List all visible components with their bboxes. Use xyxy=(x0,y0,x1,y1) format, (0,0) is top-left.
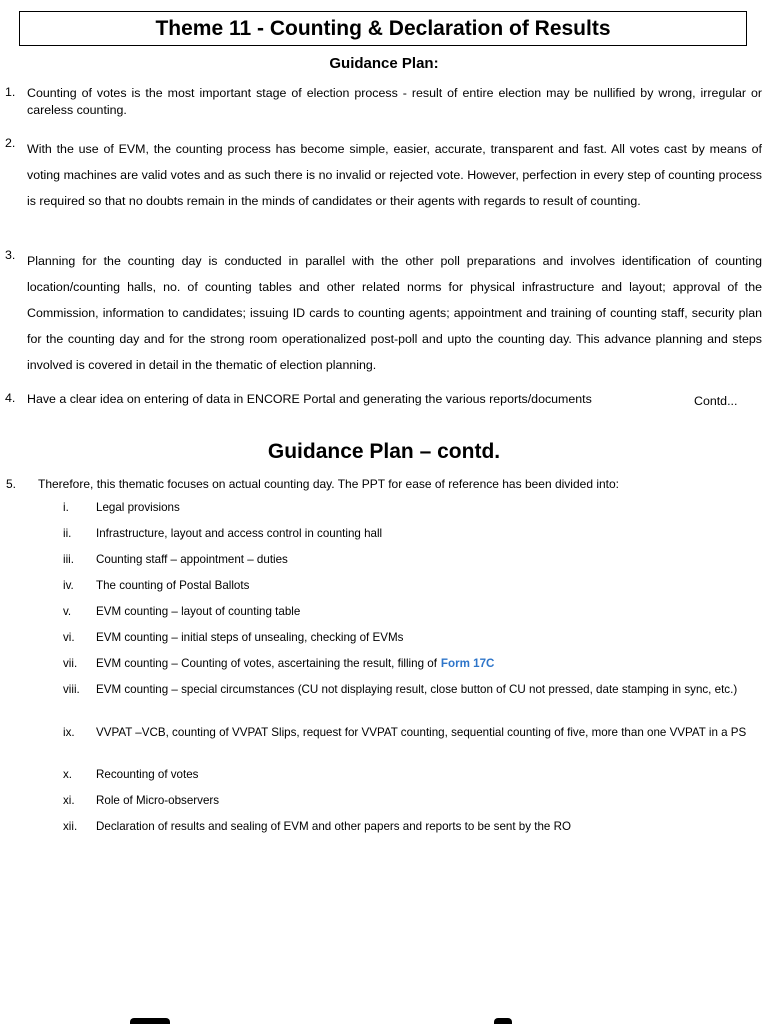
sub-list-text: Counting staff – appointment – duties xyxy=(96,553,288,566)
sub-list-text xyxy=(96,656,762,672)
guidance-plan-heading: Guidance Plan: xyxy=(329,55,439,72)
sub-list-item xyxy=(0,656,768,672)
form-17c-link[interactable]: Form 17C xyxy=(440,657,495,670)
sub-list-text: Infrastructure, layout and access control in counting hall xyxy=(96,527,383,540)
sub-list-numeral: v. xyxy=(63,605,72,618)
page-title: Theme 11 - Counting & Declaration of Results xyxy=(19,11,747,46)
sub-list-text: The counting of Postal Ballots xyxy=(96,579,250,592)
list-item-number: 1. xyxy=(5,85,16,99)
list-item-number: 5. xyxy=(6,477,17,491)
glyph-fragment xyxy=(494,1018,512,1024)
sub-list-numeral: ix. xyxy=(63,726,75,739)
sub-list-text: Role of Micro-observers xyxy=(96,794,220,807)
list-item-text: Have a clear idea on entering of data in ENCORE Portal and generating the various reports/documents xyxy=(27,392,592,406)
list-item xyxy=(0,136,762,214)
continued-note: Contd... xyxy=(694,394,738,408)
sub-list-text: EVM counting – initial steps of unsealing, checking of EVMs xyxy=(96,631,404,644)
sub-list-text: Legal provisions xyxy=(96,501,180,514)
sub-list-text: Declaration of results and sealing of EVM and other papers and reports to be sent by the RO xyxy=(96,820,571,833)
sub-list-numeral: i. xyxy=(63,501,69,514)
sub-list-item xyxy=(0,767,768,783)
sub-list-numeral: vii. xyxy=(63,657,78,670)
list-item-number: 4. xyxy=(5,391,16,405)
list-item-number: 3. xyxy=(5,248,16,262)
guidance-plan-contd-heading: Guidance Plan – contd. xyxy=(267,440,501,463)
list-item xyxy=(0,391,762,408)
sub-list-item xyxy=(0,578,768,594)
sub-list-text: EVM counting – layout of counting table xyxy=(96,605,301,618)
list-item-text: Planning for the counting day is conducted in parallel with the other poll preparations and involves identification of counting location/counting halls, no. of counting tables and other related norms for physical infrastructure and layout; approval of the Commission, information to candidates; issuing ID cards to counting agents; appointment and training of counting staff, security plan for the counting day and for the strong room operationalized post-poll and upto the counting day. This advance planning and steps involved is covered in detail in the thematic of election planning. xyxy=(27,254,762,372)
next-page-heading-fragment xyxy=(0,1014,768,1024)
sub-list-text: VVPAT –VCB, counting of VVPAT Slips, request for VVPAT counting, sequential counting of five, more than one VVPAT in a PS xyxy=(96,726,747,739)
sub-list-numeral: x. xyxy=(63,768,73,781)
sub-list-item xyxy=(0,526,768,542)
sub-list-text-body: EVM counting – Counting of votes, ascertaining the result, filling of xyxy=(96,657,437,670)
sub-list-numeral: xi. xyxy=(63,794,75,807)
list-item-number: 2. xyxy=(5,136,16,150)
list-item xyxy=(0,85,762,119)
list-item-text: With the use of EVM, the counting process has become simple, easier, accurate, transparent and fast. All votes cast by means of voting machines are valid votes and as such there is no invalid or rejected vote. However, perfection in every step of counting process is required so that no doubts remain in the minds of candidates or their agents with regards to result of counting. xyxy=(27,142,762,208)
sub-list-item xyxy=(0,500,768,516)
sub-list-numeral: viii. xyxy=(63,683,80,696)
sub-list-item xyxy=(0,793,768,809)
sub-list-numeral: xii. xyxy=(63,820,78,833)
list-item xyxy=(0,476,762,493)
sub-list-item xyxy=(0,682,768,698)
sub-list-numeral: vi. xyxy=(63,631,75,644)
sub-list-numeral: iii. xyxy=(63,553,74,566)
sub-list-item xyxy=(0,725,768,741)
sub-list-numeral: ii. xyxy=(63,527,72,540)
glyph-fragment xyxy=(130,1018,170,1024)
sub-list-text: EVM counting – special circumstances (CU not displaying result, close button of CU not pressed, date stamping in sync, etc.) xyxy=(96,683,738,696)
sub-list-item xyxy=(0,630,768,646)
sub-list-item xyxy=(0,604,768,620)
sub-list-numeral: iv. xyxy=(63,579,74,592)
list-item xyxy=(0,248,762,378)
list-item-text: Counting of votes is the most important stage of election process - result of entire election may be nullified by wrong, irregular or careless counting. xyxy=(27,86,762,117)
sub-list-item xyxy=(0,552,768,568)
list-item-text: Therefore, this thematic focuses on actual counting day. The PPT for ease of reference has been divided into: xyxy=(38,477,620,491)
sub-list-item xyxy=(0,819,768,835)
sub-list-text: Recounting of votes xyxy=(96,768,199,781)
